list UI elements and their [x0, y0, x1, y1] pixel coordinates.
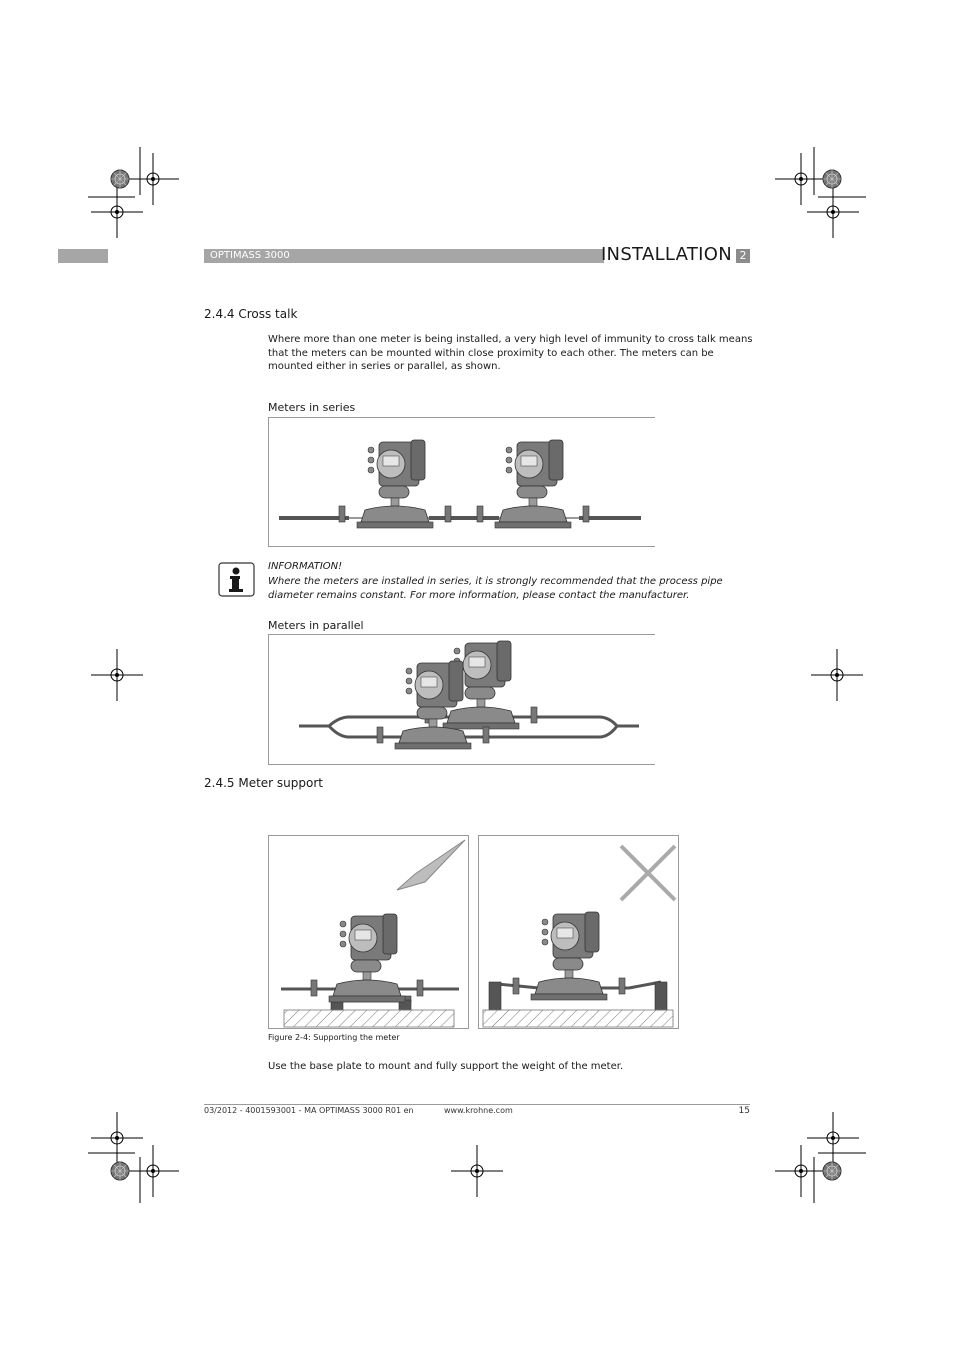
check-mark-icon [397, 840, 465, 890]
information-line: diameter remains constant. For more information, please contact the manufacturer. [268, 589, 690, 601]
footer-website: www.krohne.com [444, 1106, 513, 1115]
crop-mark-icon [91, 186, 143, 238]
page-number: 15 [738, 1106, 750, 1116]
figure-title-parallel: Meters in parallel [268, 619, 364, 632]
flowmeter-icon [477, 440, 589, 528]
section-heading-meter-support: 2.4.5 Meter support [204, 776, 323, 790]
meter-support-paragraph: Use the base plate to mount and fully support the weight of the meter. [268, 1061, 624, 1072]
chapter-title: INSTALLATION [600, 244, 732, 265]
header-bar-left [58, 249, 108, 263]
figure-support-correct [268, 835, 469, 1029]
crop-mark-icon [451, 1145, 503, 1197]
figure-caption: Figure 2-4: Supporting the meter [268, 1033, 400, 1042]
figure-title-series: Meters in series [268, 401, 356, 414]
paragraph-line: Where more than one meter is being installed, a very high level of immunity to cross talk means [268, 334, 753, 345]
information-text [268, 575, 758, 602]
chapter-number-badge: 2 [736, 249, 750, 263]
meters-in-parallel-illustration [269, 635, 655, 764]
crop-mark-icon [91, 1112, 143, 1164]
figure-meters-in-parallel [268, 634, 655, 765]
information-label: INFORMATION! [268, 561, 343, 572]
flowmeter-icon [339, 440, 451, 528]
meters-in-series-illustration [269, 418, 655, 546]
cross-talk-paragraph [268, 333, 758, 374]
color-dial-icon [823, 1162, 841, 1180]
crop-mark-icon [807, 1112, 859, 1164]
paragraph-line: that the meters can be mounted within close proximity to each other. The meters can be [268, 347, 714, 359]
document-name: OPTIMASS 3000 [210, 250, 290, 261]
paragraph-line: mounted either in series or parallel, as shown. [268, 361, 501, 372]
incorrect-support-illustration [479, 836, 678, 1028]
information-icon [218, 562, 256, 598]
crop-mark-icon [91, 649, 143, 701]
color-dial-icon [111, 1162, 129, 1180]
information-line: Where the meters are installed in series, it is strongly recommended that the process pipe [268, 576, 723, 587]
figure-meters-in-series [268, 417, 655, 547]
color-dial-icon [823, 170, 841, 188]
crop-mark-icon [807, 186, 859, 238]
color-dial-icon [111, 170, 129, 188]
footer-document-id: 03/2012 - 4001593001 - MA OPTIMASS 3000 R01 en [204, 1106, 414, 1115]
section-heading-cross-talk: 2.4.4 Cross talk [204, 307, 298, 321]
figure-support-incorrect [478, 835, 679, 1029]
correct-support-illustration [269, 836, 468, 1028]
footer-divider [204, 1104, 750, 1105]
crop-mark-icon [811, 649, 863, 701]
